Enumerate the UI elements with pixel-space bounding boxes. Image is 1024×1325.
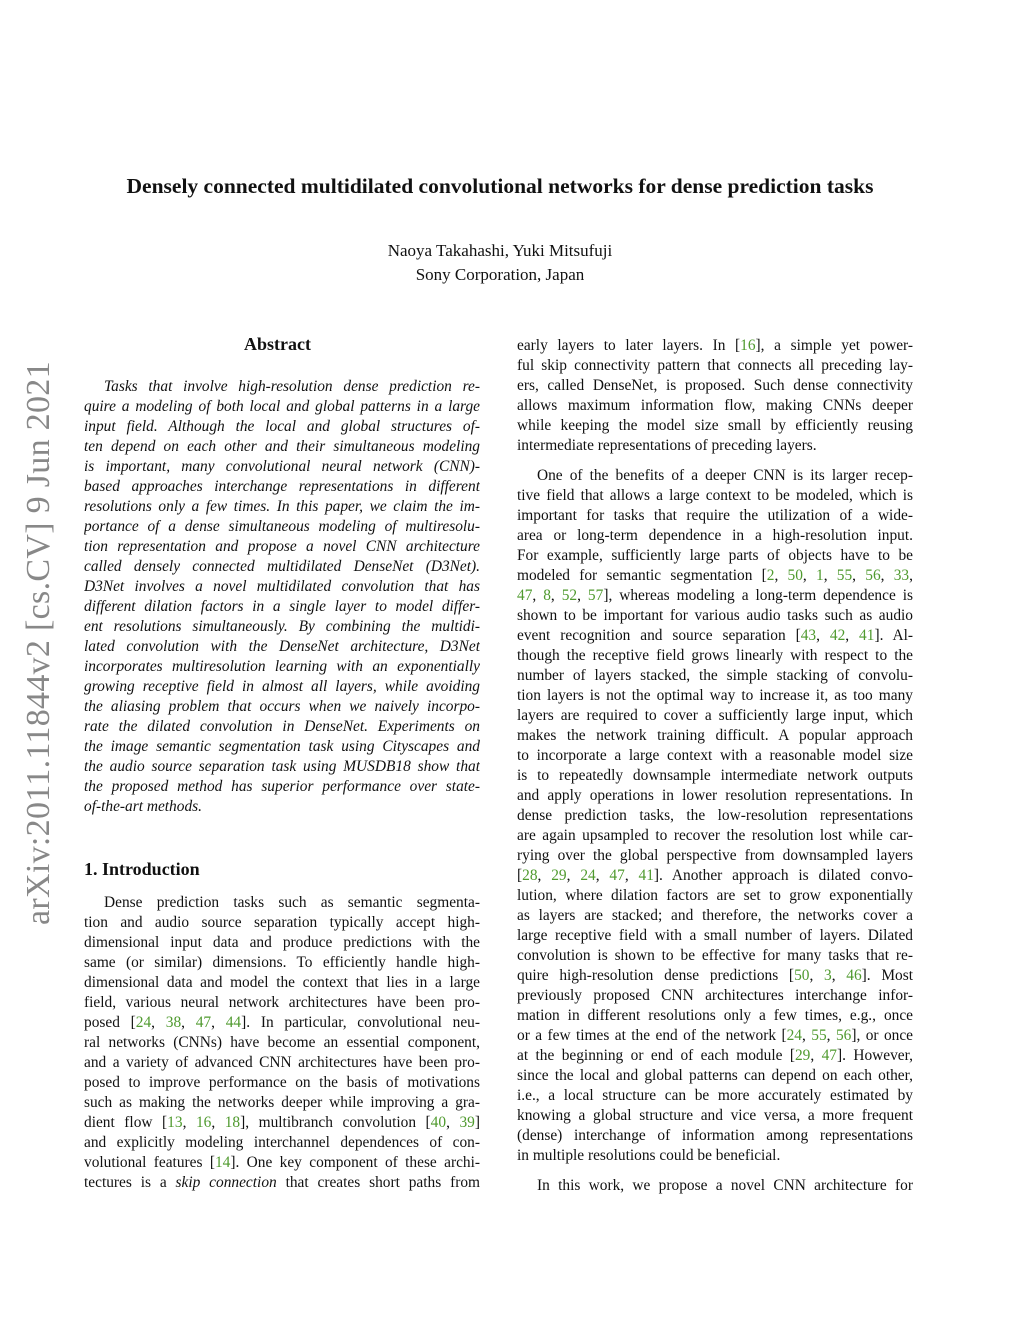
body-line: ers, called DenseNet, is proposed. Such dense connectivity — [517, 377, 913, 394]
body-line: lution, where dilation factors are set to grow exponentially — [517, 887, 913, 904]
body-line: though the receptive field grows linearly with respect to the — [517, 647, 913, 664]
body-line: large receptive field with a small number of layers. Dilated — [517, 927, 913, 944]
citation-link[interactable]: 28 — [522, 867, 538, 884]
body-line: event recognition and source separation [43, 42, 41]. Al- — [517, 627, 913, 644]
body-line: important for tasks that require the utilization of a wide- — [517, 507, 913, 524]
paragraph-gap — [517, 1166, 913, 1176]
citation-link[interactable]: 57 — [587, 587, 604, 604]
abstract-line: ent resolutions simultaneously. By combining the multidi- — [84, 618, 480, 635]
citation-link[interactable]: 56 — [835, 1027, 852, 1044]
introduction-heading: 1. Introduction — [84, 859, 200, 879]
emphasis: skip connection — [175, 1174, 277, 1191]
abstract-line: ten depend on each other and their simultaneous modeling — [84, 438, 480, 455]
citation-link[interactable]: 16 — [195, 1114, 212, 1131]
citation-link[interactable]: 14 — [214, 1154, 231, 1171]
abstract-line: the proposed method has superior performance over state- — [84, 778, 480, 795]
intro-line: field, various neural network architectures have been pro- — [84, 994, 480, 1011]
citation-link[interactable]: 41 — [638, 867, 654, 884]
citation-link[interactable]: 42 — [829, 627, 846, 644]
abstract-line: portance of a dense simultaneous modeling of multiresolu- — [84, 518, 480, 535]
citation-link[interactable]: 8 — [543, 587, 551, 604]
citation-link[interactable]: 50 — [787, 567, 803, 584]
body-line: or a few times at the end of the network [24, 55, 56], or once — [517, 1027, 913, 1044]
citation-link[interactable]: 52 — [561, 587, 578, 604]
body-line: while keeping the model size small by efficiently reusing — [517, 417, 913, 434]
intro-line: posed [24, 38, 47, 44]. In particular, convolutional neu- — [84, 1014, 480, 1031]
abstract-line: the image semantic segmentation task using Cityscapes and — [84, 738, 480, 755]
citation-link[interactable]: 47 — [821, 1047, 837, 1064]
intro-line: dimensional data and model the context that lies in a large — [84, 974, 480, 991]
citation-link[interactable]: 47 — [517, 587, 533, 604]
intro-line: same (or similar) dimensions. To efficiently handle high- — [84, 954, 480, 971]
citation-link[interactable]: 46 — [846, 967, 862, 984]
citation-link[interactable]: 29 — [794, 1047, 811, 1064]
body-line: as layers are stacked; and therefore, the networks cover a — [517, 907, 913, 924]
citation-link[interactable]: 44 — [225, 1014, 242, 1031]
intro-line: such as making the networks deeper while improving a gra- — [84, 1094, 480, 1111]
body-line: In this work, we propose a novel CNN architecture for — [537, 1177, 913, 1194]
body-line: is to repeatedly downsample intermediate network outputs — [517, 767, 913, 784]
intro-line: and explicitly modeling interchannel dependences of con- — [84, 1134, 480, 1151]
citation-link[interactable]: 24 — [135, 1014, 152, 1031]
body-line: shown to be important for various audio tasks such as audio — [517, 607, 913, 624]
abstract-line: the audio source separation task using MUSDB18 show that — [84, 758, 480, 775]
body-line: tive field that allows a large context to be modeled, which is — [517, 487, 913, 504]
text: that creates short paths from — [276, 1174, 480, 1191]
body-line: makes the network training difficult. A popular approach — [517, 727, 913, 744]
abstract-body — [84, 377, 480, 817]
citation-link[interactable]: 56 — [865, 567, 881, 584]
authors: Naoya Takahashi, Yuki Mitsufuji — [387, 241, 613, 260]
body-line: rying over the global perspective from downsampled layers — [517, 847, 913, 864]
citation-link[interactable]: 13 — [167, 1114, 183, 1131]
abstract-line: based approaches interchange representations in different — [84, 478, 480, 495]
body-line: intermediate representations of preceding layers. — [517, 437, 817, 454]
intro-line: Dense prediction tasks such as semantic segmenta- — [104, 894, 480, 911]
abstract-line: input field. Although the local and global structures of- — [84, 418, 480, 435]
intro-line: dimensional input data and produce predictions with the — [84, 934, 480, 951]
body-line: layers are required to cover a sufficiently large input, which — [517, 707, 913, 724]
abstract-line: D3Net involves a novel multidilated convolution that has — [84, 578, 480, 595]
citation-link[interactable]: 29 — [551, 867, 567, 884]
body-line: 47, 8, 52, 57], whereas modeling a long-term dependence is — [517, 587, 913, 604]
abstract-line: different dilation factors in a single layer to model differ- — [84, 598, 480, 615]
citation-link[interactable]: 39 — [459, 1114, 475, 1131]
body-line: and apply operations in lower resolution representations. In — [517, 787, 913, 804]
citation-link[interactable]: 1 — [816, 567, 824, 584]
body-line: tion layers is not the optimal way to increase it, as too many — [517, 687, 913, 704]
introduction-body — [84, 893, 480, 1193]
intro-line: ral networks (CNNs) have become an essential component, — [84, 1034, 480, 1051]
body-line: convolution is shown to be effective for many tasks that re- — [517, 947, 913, 964]
body-line: early layers to later layers. In [16], a simple yet power- — [517, 337, 913, 354]
intro-line: posed to improve performance on the basis of motivations — [84, 1074, 480, 1091]
abstract-line: tion representation and propose a novel CNN architecture — [84, 538, 480, 555]
right-column-body — [517, 336, 913, 1196]
body-line: One of the benefits of a deeper CNN is its larger recep- — [537, 467, 913, 484]
intro-line: and a variety of advanced CNN architectures have been pro- — [84, 1054, 480, 1071]
body-line: (dense) interchange of information among representations — [517, 1127, 913, 1144]
abstract-line: of-the-art methods. — [84, 798, 202, 815]
arxiv-stamp: arXiv:2011.11844v2 [cs.CV] 9 Jun 2021 — [20, 361, 57, 925]
body-line: allows maximum information flow, making CNNs deeper — [517, 397, 913, 414]
citation-link[interactable]: 18 — [224, 1114, 241, 1131]
abstract-line: lated convolution with the DenseNet architecture, D3Net — [84, 638, 480, 655]
body-line: For example, sufficiently large parts of objects have to be — [517, 547, 913, 564]
citation-link[interactable]: 55 — [836, 567, 853, 584]
affiliation: Sony Corporation, Japan — [415, 265, 585, 284]
abstract-line: quire a modeling of both local and global patterns in a large — [84, 398, 480, 415]
text: tectures is a — [84, 1174, 176, 1191]
body-line: number of layers stacked, the simple stacking of convolu- — [517, 667, 913, 684]
body-line: are again upsampled to recover the resolution lost while car- — [517, 827, 913, 844]
paragraph-gap — [517, 456, 913, 466]
abstract-line: called densely connected multidilated DenseNet (D3Net). — [84, 558, 480, 575]
citation-link[interactable]: 24 — [580, 867, 596, 884]
citation-link[interactable]: 50 — [794, 967, 810, 984]
abstract-line: growing receptive field in almost all layers, while avoiding — [84, 678, 480, 695]
abstract-line: incorporates multiresolution learning with an exponentially — [84, 658, 480, 675]
citation-link[interactable]: 24 — [786, 1027, 802, 1044]
citation-link[interactable]: 33 — [893, 567, 910, 584]
citation-link[interactable]: 3 — [824, 967, 832, 984]
citation-link[interactable]: 43 — [800, 627, 817, 644]
body-line: to incorporate a large context with a reasonable model size — [517, 747, 913, 764]
citation-link[interactable]: 47 — [195, 1014, 212, 1031]
body-line: previously proposed CNN architectures interchange infor- — [517, 987, 913, 1004]
body-line: quire high-resolution dense predictions [50, 3, 46]. Most — [517, 967, 913, 984]
body-line: mation in different resolutions only a few times, e.g., once — [517, 1007, 913, 1024]
abstract-line: is important, many convolutional neural network (CNN)- — [84, 458, 480, 475]
citation-link[interactable]: 41 — [859, 627, 875, 644]
abstract-heading: Abstract — [244, 334, 311, 354]
body-line: ful skip connectivity pattern that connects all preceding lay- — [517, 357, 913, 374]
body-line: dense prediction tasks, the low-resolution representations — [517, 807, 913, 824]
intro-line — [84, 1173, 480, 1193]
citation-link[interactable]: 40 — [430, 1114, 447, 1131]
abstract-line: resolutions only a few times. In this paper, we claim the im- — [84, 498, 480, 515]
abstract-line: rate the dilated convolution in DenseNet. Experiments on — [84, 718, 480, 735]
citation-link[interactable]: 16 — [740, 337, 756, 354]
body-line: area or long-term dependence in a high-resolution input. — [517, 527, 913, 544]
citation-link[interactable]: 2 — [766, 567, 775, 584]
abstract-line: the aliasing problem that occurs when we naively incorpo- — [84, 698, 480, 715]
intro-line: tion and audio source separation typically accept high- — [84, 914, 480, 931]
body-line: [28, 29, 24, 47, 41]. Another approach is dilated convo- — [517, 867, 913, 884]
abstract-line: Tasks that involve high-resolution dense prediction re- — [104, 378, 480, 395]
intro-line: volutional features [14]. One key component of these archi- — [84, 1154, 480, 1171]
body-line: i.e., a local structure can be more accurately estimated by — [517, 1087, 913, 1104]
body-line: modeled for semantic segmentation [2, 50, 1, 55, 56, 33, — [517, 567, 913, 584]
body-line: knowing a global structure and vice versa, a more frequent — [517, 1107, 913, 1124]
body-line: since the local and global patterns can depend on each other, — [517, 1067, 913, 1084]
body-line: at the beginning or end of each module [29, 47]. However, — [517, 1047, 913, 1064]
citation-link[interactable]: 55 — [811, 1027, 827, 1044]
paper-title: Densely connected multidilated convolutional networks for dense prediction tasks — [126, 174, 874, 198]
citation-link[interactable]: 47 — [609, 867, 625, 884]
body-line: in multiple resolutions could be beneficial. — [517, 1147, 781, 1164]
citation-link[interactable]: 38 — [165, 1014, 182, 1031]
intro-line: dient flow [13, 16, 18], multibranch convolution [40, 39] — [84, 1114, 480, 1131]
